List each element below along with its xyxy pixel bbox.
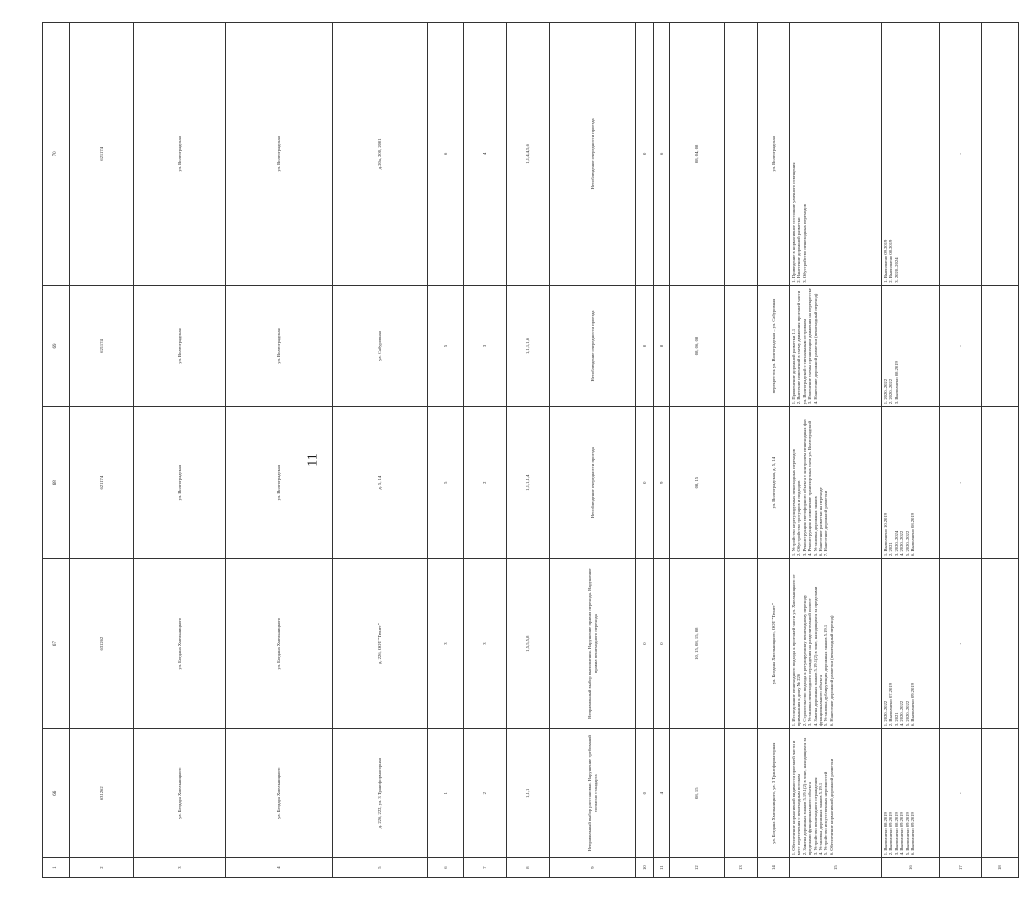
column-14 [758,23,790,878]
measure-item: 2. Строительство подхода к регулируемому пешеходному переходу [801,594,807,727]
column-number: 8 [507,858,550,878]
term-item: 1. Выполнено 08.2019 [883,812,888,856]
measure-item: 2. Замена дорожных знаков 5.19.1(2) в зоне, находящихся за пределами функционального объекта [801,737,813,856]
term-item: 3. Выполнено 08.2019 [893,361,899,405]
value-cell: 3 [464,559,507,729]
value-cell: 5 [428,407,464,559]
codes-cell: 1,1,1 [507,729,550,858]
column-15 [790,23,882,878]
dash-cell: - [940,407,982,559]
street-name-2: ул. Бегдара Хмельницкого [226,729,333,858]
term-item: 1. 2020–2022 [883,700,888,727]
terms-list [882,729,940,858]
measure-item: 3. Установка пешеходного ограждения на разделительной полосе [807,598,813,727]
measure-item: 5. Устройство искусственных неровностей [823,771,829,856]
measure-item: 4. Реконструкция и изменение транспортных схем ул. Волгоградской [807,420,813,557]
column-number: 5 [333,858,428,878]
column-number: 4 [226,858,333,878]
term-item: 2. 2020–2022 [888,378,894,405]
address-cell: д.20а, 200, 2001 [333,23,428,286]
value-cell: 5 [428,285,464,406]
measure-item: 1. Исследование пешеходного подхода к проезжей части ул. Хмельницкого от примыкания к дому № 226 [791,574,802,727]
column-16 [882,23,940,878]
column-6 [428,23,464,878]
value-cell: 08, 06, 08 [670,285,725,406]
street-name: ул. Бегдара Хмельницкого [134,729,226,858]
column-11 [654,23,670,878]
column-10 [636,23,654,878]
violation-cell: Несоблюдение очередности проезда [550,285,636,406]
row-number: 67 [43,559,70,729]
measure-item: 7. Нанесение дорожной разметки [823,490,829,557]
empty-cell [725,407,758,559]
column-number: 9 [550,858,636,878]
value-cell: 08, 15 [670,407,725,559]
street-name-2: ул. Волгоградская [226,23,333,286]
measure-item: 5. Установка дублирующих дорожных знаков 5.19.1 [823,624,829,727]
column-number: 12 [670,858,725,878]
value-cell: 0 [636,23,654,286]
term-item: 1. Выполнено 09.2019 [883,239,888,283]
term-item: 4. 2020–2022 [899,530,905,557]
rotated-table [42,22,1003,878]
row-number: 70 [43,23,70,286]
dash-cell: - [940,559,982,729]
column-number: 16 [882,858,940,878]
column-number: 15 [790,858,882,878]
measure-item: 1. Обеспечение нормативной видимости проезжей части и мест пересечения с пешеходным потоком [791,740,802,856]
value-cell: 2 [464,729,507,858]
road-measures-table [42,22,1019,878]
row-number: 68 [43,407,70,559]
term-item: 2. Выполнено 09.2019 [888,812,894,856]
codes-cell: 1,1,1,1,6 [507,285,550,406]
measure-item: 6. Обеспечение нормативной дорожной разметки [828,758,834,856]
value-cell: 2 [464,407,507,559]
value-cell: 1 [428,729,464,858]
location-cell: ул. Волгоградская, д. 5, 14 [758,407,790,559]
dash-cell: - [940,729,982,858]
row-number: 69 [43,285,70,406]
address-cell: д. 226, 222, ул. 3 Трансформаторная [333,729,428,858]
value-cell: 0 [636,285,654,406]
street-name: ул. Волгоградская [134,23,226,286]
measure-item: 1. Устройство нерегулируемых пешеходных переходов [791,449,796,557]
value-cell: 08, 04, 08 [670,23,725,286]
location-cell: ул. Богдана Хмельницкого, ул. 3 Трансформаторная [758,729,790,858]
column-number: 1 [43,858,70,878]
value-cell: 0 [654,559,670,729]
column-number: 6 [428,858,464,878]
column-12 [670,23,725,878]
street-name: ул. Богдана Хмельницкого [134,559,226,729]
value-cell: 4 [464,23,507,286]
value-cell: 6 [428,23,464,286]
measure-item: 2. Внесение изменений в схему движения проезжей части ул. Волгоградской с сигнальным островком [796,290,807,405]
column-number: 10 [636,858,654,878]
value-cell: 10, 15, 08, 15, 08 [670,559,725,729]
value-cell: 0 [636,559,654,729]
column-3 [134,23,226,878]
measures-list [790,559,882,729]
street-name-2: ул. Волгоградская [226,407,333,559]
location-cell: ул. Волгоградская [758,23,790,286]
terms-list [882,407,940,559]
measure-item: 3. Обустройство пешеходных переходов [801,204,807,283]
term-item: 3. Выполнено 08.2019 [893,812,899,856]
violation-cell: Неправильный выбор расстановки. Нарушение требований согласно стандарта [550,729,636,858]
column-2 [70,23,134,878]
street-name-2: ул. Богдана Хмельницкого [226,559,333,729]
empty-cell [725,729,758,858]
measure-item: 2. Нанесение дорожной разметки [796,217,802,283]
column-number: 2 [70,858,134,878]
term-item: 3. 2020–2024 [893,257,899,283]
measure-item: 2. Обустройство тротуаров и подходов [796,480,802,557]
dash-cell: - [940,23,982,286]
measure-item: 1. Приведение в нормативное состояние уличного освещения [791,162,796,283]
empty-cell [982,285,1019,406]
term-item: 1. Выполнено 10.2019 [883,513,888,557]
column-17 [940,23,982,878]
term-item: 6. Выполнено 08.2019 [910,513,916,557]
terms-list [882,285,940,406]
codes-cell: 1,5,5,5,8 [507,559,550,729]
column-number: 18 [982,858,1019,878]
page-number: 11 [305,452,321,467]
terms-list [882,559,940,729]
column-number: 7 [464,858,507,878]
measure-item: 4. Нанесение дорожной разметки (пешеходный переход) [812,293,818,405]
term-item: 6. Выполнено 09.2019 [910,683,916,727]
street-name: ул. Волгоградская [134,285,226,406]
empty-cell [725,559,758,729]
term-item: 6. Выполнено 09.2019 [910,812,916,856]
okato-code: 621174 [70,285,134,406]
location-cell: ул. Богдана Хмельницкого, ООТ "Тюнет" [758,559,790,729]
dash-cell: - [940,285,982,406]
okato-code: 621174 [70,23,134,286]
term-item: 2. 2021 [888,542,894,557]
terms-list [882,23,940,286]
measure-item: 3. Реконструкция светофорного объекта с контролем пешеходных фаз [801,419,807,557]
value-cell: 3 [428,559,464,729]
column-number: 11 [654,858,670,878]
value-cell: 0 [636,407,654,559]
codes-cell: 1,1,1,1,4 [507,407,550,559]
okato-code: 621174 [70,407,134,559]
okato-code: 631262 [70,559,134,729]
measure-item: 6. Нанесение разметки на переходе [818,487,824,557]
violation-cell: Несоблюдение очередности проезда [550,407,636,559]
measure-item: 3. Изменение схемы организации движения на перекрестке [807,288,813,405]
term-item: 3. 2020–2024 [893,530,899,557]
location-cell: перекресток ул. Волгоградская – ул. Сабуровная [758,285,790,406]
term-item: 5. Выполнено 09.2019 [904,812,910,856]
street-name: ул. Волгоградская [134,407,226,559]
address-cell: ул. Сабуровная [333,285,428,406]
term-item: 1. 2020–2022 [883,378,888,405]
value-cell: 4 [654,729,670,858]
measure-item: 3. Устройство пешеходного ограждения [812,777,818,856]
empty-cell [725,23,758,286]
column-18 [982,23,1019,878]
term-item: 4. 2020–2022 [899,700,905,727]
column-1 [43,23,70,878]
column-4 [226,23,333,878]
term-item: 4. Выполнено 09.2019 [899,812,905,856]
empty-cell [982,407,1019,559]
column-number: 13 [725,858,758,878]
address-cell: д. 5, 14 [333,407,428,559]
measure-item: 6. Нанесение дорожной разметки (пешеходный переход) [828,615,834,727]
value-cell: 3 [464,285,507,406]
empty-cell [982,23,1019,286]
column-number: 3 [134,858,226,878]
measure-item: 4. Установка дорожных знаков 5.19.1 [818,782,824,856]
empty-cell [982,729,1019,858]
empty-cell [725,285,758,406]
measures-list [790,729,882,858]
value-cell: 8 [654,285,670,406]
value-cell: 9 [654,407,670,559]
address-cell: д. 226, ООТ "Тюнет" [333,559,428,729]
column-13 [725,23,758,878]
measure-item: 1. Применение дорожной разметки 1.1 [791,328,796,405]
measures-list [790,407,882,559]
column-8 [507,23,550,878]
measures-list [790,285,882,406]
okato-code: 631262 [70,729,134,858]
term-item: 2. Выполнено 07.2019 [888,683,894,727]
term-item: 5. 2020–2022 [904,700,910,727]
value-cell: 6 [654,23,670,286]
column-5 [333,23,428,878]
codes-cell: 1,1,4,4,5,6 [507,23,550,286]
measure-item: 5. Установка дорожных знаков [812,496,818,557]
measures-list [790,23,882,286]
violation-cell: Неправильный выбор выполнения. Нарушение правил перехода. Нарушение правил пешеходного перехода [550,559,636,729]
term-item: 2. Выполнено 08.2019 [888,239,894,283]
column-9 [550,23,636,878]
term-item: 5. 2020–2022 [904,530,910,557]
value-cell: 08, 15 [670,729,725,858]
violation-cell: Несоблюдение очередности проезда [550,23,636,286]
row-number: 66 [43,729,70,858]
measure-item: 4. Замена дорожных знаков 5.19.1(2) в зоне, находящихся за пределами функционального объекта [812,586,824,727]
column-7 [464,23,507,878]
term-item: 3. 2021 [893,712,899,727]
value-cell: 0 [636,729,654,858]
street-name-2: ул. Волгоградская [226,285,333,406]
empty-cell [982,559,1019,729]
column-number: 17 [940,858,982,878]
column-number: 14 [758,858,790,878]
